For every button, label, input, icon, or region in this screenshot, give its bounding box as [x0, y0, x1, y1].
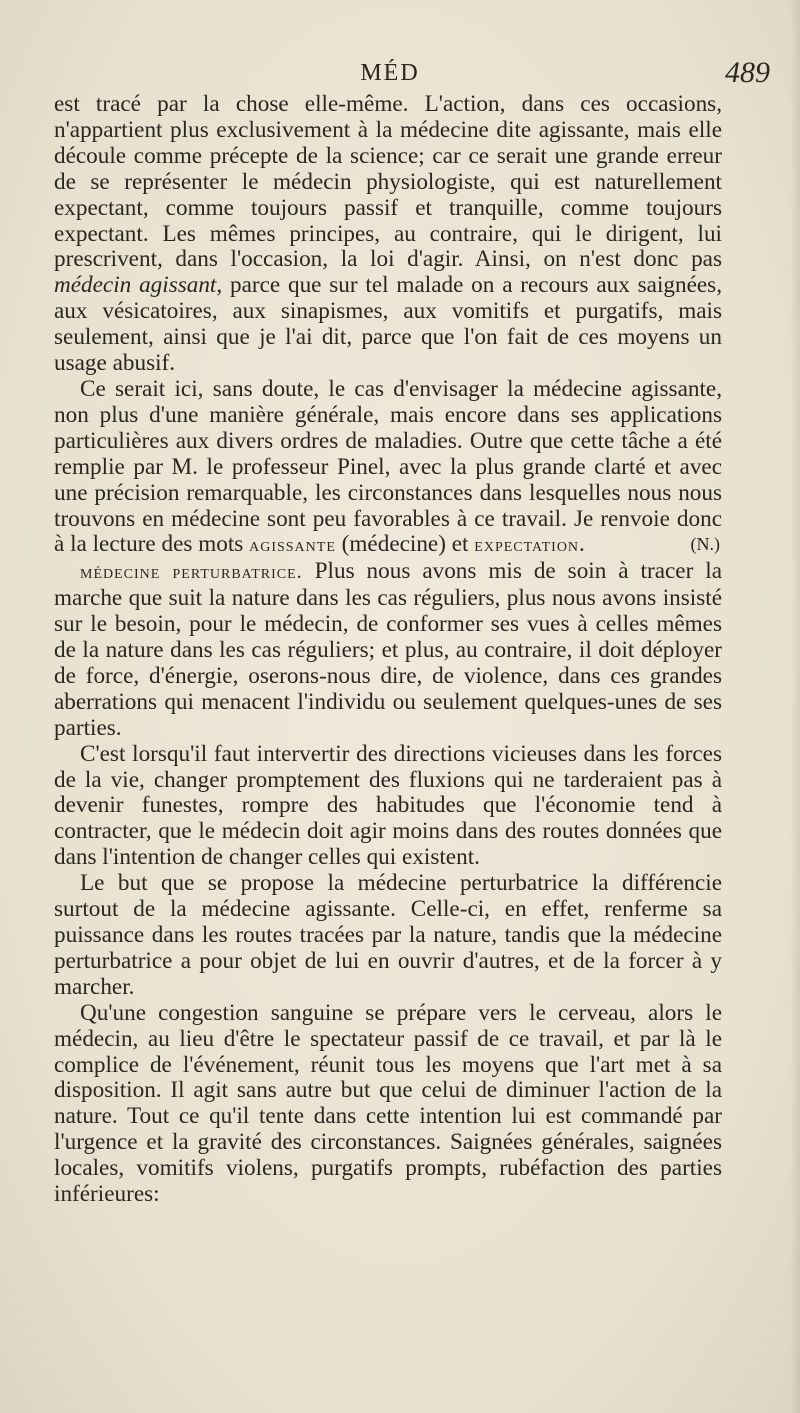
page-edge-shadow: [790, 0, 800, 1413]
author-note: (N.): [690, 534, 720, 555]
paragraph-3: [54, 559, 722, 741]
paragraph-2-mid: (médecine) et: [335, 531, 475, 558]
paragraph-3-text: Plus nous avons mis de soin à tracer la marche que suit la nature dans les cas réguliers, plus nous avons insisté sur le besoin, pour le médecin, de conformer ses vues à celles mêmes de la nature dans les cas réguliers; et plus, au contraire, il doit déployer de force, d'énergie, oserons-nous dire, de violence, dans ces grandes aberrations qui menacent l'individu ou seulement quelques-unes de ses parties.: [54, 558, 723, 741]
paragraph-6: Qu'une congestion sanguine se prépare vers le cerveau, alors le médecin, au lieu d'être le spectateur passif de ce travail, et par là le complice de l'événement, réunit tous les moyens que l'art met à sa disposition. Il agit sans autre but que celui de diminuer l'action de la nature. Tout ce qu'il tente dans cette intention lui est commandé par l'urgence et la gravité des circonstances. Saignées générales, saignées locales, vomitifs violens, purgatifs prompts, rubéfaction des parties inférieures:: [54, 999, 722, 1208]
body-text: [54, 92, 722, 1208]
italic-term: médecin agissant: [54, 272, 217, 299]
running-head: MÉD: [360, 60, 420, 86]
paragraph-5: Le but que se propose la médecine perturbatrice la différencie surtout de la médecine agissante. Celle-ci, en effet, renferme sa puissance dans les routes tracées par la nature, tandis que la médecine perturbatrice a pour objet de lui en ouvrir d'autres, et de la forcer à y marcher.: [54, 870, 722, 1000]
paragraph-4: C'est lorsqu'il faut intervertir des directions vicieuses dans les forces de la vie, changer promptement des fluxions qui ne tarderaient pas à devenir funestes, rompre des habitudes que l'économie tend à contracter, que le médecin doit agir moins dans des routes données que dans l'intention de changer celles qui existent.: [54, 740, 722, 871]
paragraph-1-end: , parce que sur tel malade on a recours aux saignées, aux vésicatoires, aux sinapismes, aux vomitifs et purgatifs, mais seulement, ainsi que je l'ai dit, parce que l'on fait de ces moyens un usage abusif.: [54, 272, 722, 377]
paragraph-1-start: est tracé par la chose elle-même. L'action, dans ces occasions, n'appartient plus exclusivement à la médecine dite agissante, mais elle découle comme précepte de la science; car ce serait une grande erreur de se représenter le médecin physiologiste, qui est naturellement expectant, comme toujours passif et tranquille, comme toujours expectant. Les mêmes principes, au contraire, qui le dirigent, lui prescrivent, dans l'occasion, la loi d'agir. Ainsi, on n'est donc pas: [54, 91, 722, 273]
page-number: 489: [725, 56, 770, 89]
paragraph-2: [54, 377, 722, 559]
paragraph-2-text: Ce serait ici, sans doute, le cas d'envisager la médecine agissante, non plus d'une manière générale, mais encore dans ses applications particulières aux divers ordres de maladies. Outre que cette tâche a été remplie par M. le professeur Pinel, avec la plus grande clarté et avec une précision remarquable, les circonstances dans lesquelles nous nous trouvons en médecine sont peu favorables à ce travail. Je renvoie donc à la lecture des mots: [54, 375, 722, 558]
paragraph-1: [54, 92, 722, 377]
cross-reference-agissante: agissante: [249, 534, 336, 557]
paragraph-2-end: .: [579, 531, 585, 558]
cross-reference-expectation: expectation: [474, 534, 580, 557]
section-heading: médecine perturbatrice.: [80, 561, 303, 584]
